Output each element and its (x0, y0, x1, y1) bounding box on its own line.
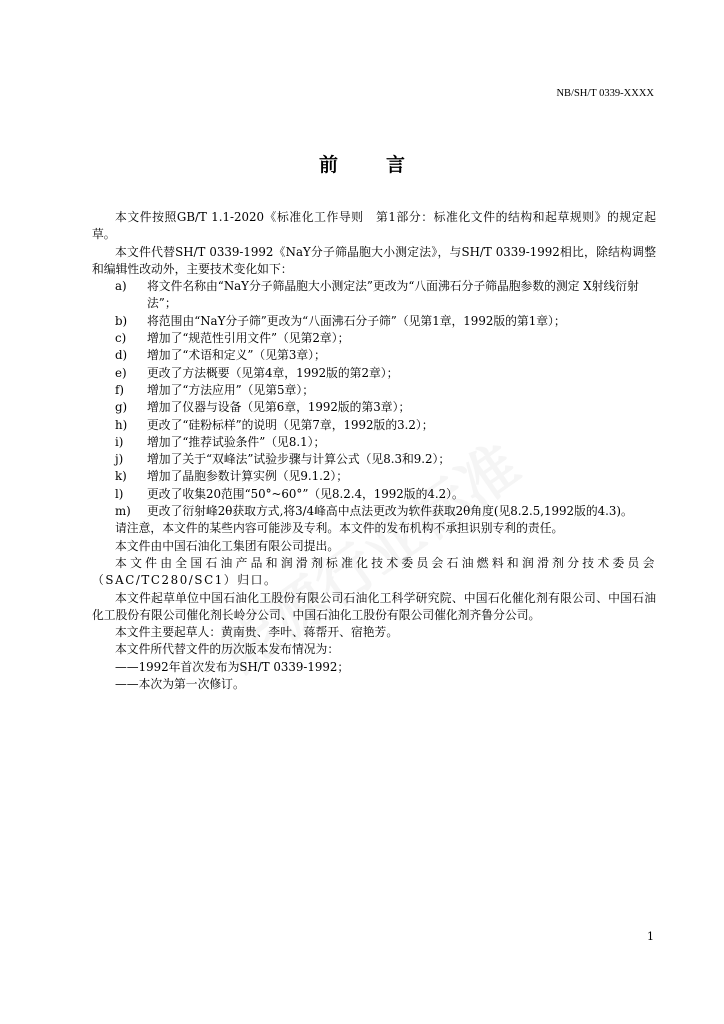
list-marker: m) (115, 504, 131, 519)
list-item (92, 278, 656, 313)
list-marker: g) (115, 400, 128, 415)
page-title (0, 150, 724, 177)
list-marker: f) (115, 382, 124, 397)
list-marker: l) (115, 486, 124, 501)
title-char-1: 前 (318, 154, 338, 176)
list-text: 增加了“规范性引用文件”（见第2章）； (147, 331, 350, 346)
list-item (92, 313, 656, 330)
list-marker: j) (115, 452, 124, 467)
list-item (92, 347, 656, 364)
list-item (92, 399, 656, 416)
list-text: 更改了衍射峰2θ获取方式,将3/4峰高中点法更改为软件获取2θ角度(见8.2.5,1992版的4.3)。 (147, 504, 633, 519)
paragraph-drafters: 本文件主要起草人：黄南贵、李叶、蒋帮开、宿艳芳。 (115, 625, 399, 640)
list-text: 更改了“硅粉标样”的说明（见第7章，1992版的3.2）； (147, 417, 434, 432)
list-item (92, 486, 656, 503)
paragraph-patent-notice: 请注意，本文件的某些内容可能涉及专利。本文件的发布机构不承担识别专利的责任。 (115, 521, 564, 536)
list-item (92, 382, 656, 399)
list-marker: c) (115, 331, 127, 346)
list-text: 将范围由“NaY分子筛”更改为“八面沸石分子筛”（见第1章，1992版的第1章）； (147, 313, 566, 328)
paragraph-history-intro: 本文件所代替文件的历次版本发布情况为： (115, 642, 340, 657)
paragraph-committee: 本文件由全国石油产品和润滑剂标准化技术委员会石油燃料和润滑剂分技术委员会（SAC/TC280/SC1）归口。 (92, 555, 656, 588)
foreword-body (92, 209, 656, 693)
list-text: 增加了“推荐试验条件”（见8.1）； (147, 434, 326, 449)
list-item (92, 330, 656, 347)
list-marker: e) (115, 365, 127, 380)
list-text: 将文件名称由“NaY分子筛晶胞大小测定法”更改为“八面沸石分子筛晶胞参数的测定 X射线衍射法”； (147, 279, 639, 311)
list-item (92, 417, 656, 434)
list-text: 更改了收集20范围“50°~60°”（见8.2.4，1992版的4.2）。 (147, 486, 464, 501)
paragraph-history-current: ——本次为第一次修订。 (115, 677, 245, 692)
list-marker: h) (115, 417, 128, 432)
list-marker: b) (115, 313, 128, 328)
list-text: 增加了晶胞参数计算实例（见9.1.2）； (147, 469, 349, 484)
list-marker: d) (115, 348, 128, 363)
page-number: 1 (647, 930, 654, 943)
paragraph-proposer: 本文件由中国石油化工集团有限公司提出。 (115, 538, 340, 553)
list-text: 增加了“术语和定义”（见第3章）； (147, 348, 326, 363)
document-code: NB/SH/T 0339-XXXX (556, 88, 654, 99)
list-item (92, 468, 656, 485)
list-item (92, 503, 656, 520)
list-item (92, 434, 656, 451)
list-text: 增加了关于“双峰法”试验步骤与计算公式（见8.3和9.2）； (147, 452, 451, 467)
list-marker: i) (115, 434, 124, 449)
list-marker: a) (115, 279, 127, 294)
list-marker: k) (115, 469, 127, 484)
list-text: 更改了方法概要（见第4章，1992版的第2章）； (147, 365, 399, 380)
changes-list (92, 278, 656, 520)
paragraph-history-1992: ——1992年首次发布为SH/T 0339-1992； (115, 659, 350, 674)
paragraph-drafting-rules: 本文件按照GB/T 1.1-2020《标准化工作导则 第1部分：标准化文件的结构和起草规则》的规定起草。 (92, 210, 656, 242)
paragraph-drafting-units: 本文件起草单位中国石油化工股份有限公司石油化工科学研究院、中国石化催化剂有限公司、中国石油化工股份有限公司催化剂长岭分公司、中国石油化工股份有限公司催化剂齐鲁分公司。 (92, 590, 656, 622)
list-item (92, 365, 656, 382)
paragraph-replacement: 本文件代替SH/T 0339-1992《NaY分子筛晶胞大小测定法》，与SH/T 0339-1992相比，除结构调整和编辑性改动外，主要技术变化如下： (92, 244, 656, 276)
list-item (92, 451, 656, 468)
list-text: 增加了“方法应用”（见第5章）； (147, 382, 315, 397)
title-char-2: 言 (386, 154, 406, 176)
list-text: 增加了仪器与设备（见第6章，1992版的第3章）； (147, 400, 411, 415)
